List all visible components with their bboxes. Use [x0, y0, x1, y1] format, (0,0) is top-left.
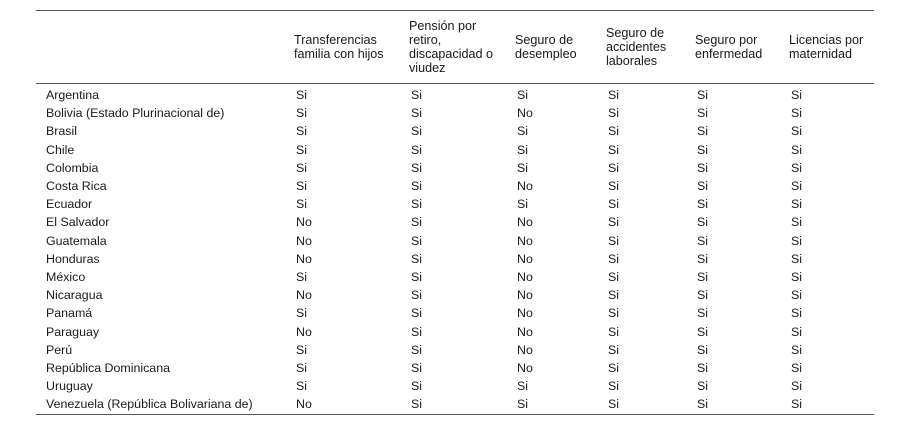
value-cell: No	[517, 361, 533, 376]
value-cell: Si	[791, 160, 803, 175]
value-cell: Si	[608, 324, 620, 339]
value-cell: Si	[411, 160, 423, 175]
value-cell: Si	[791, 233, 803, 248]
table-row	[36, 286, 874, 304]
value-cell: Si	[791, 142, 803, 157]
country-cell: México	[46, 270, 86, 285]
value-cell: Si	[697, 160, 709, 175]
value-cell: Si	[791, 106, 803, 121]
value-cell: Si	[411, 251, 423, 266]
value-cell: Si	[608, 342, 620, 357]
table-row	[36, 359, 874, 377]
value-cell: Si	[296, 361, 308, 376]
value-cell: Si	[697, 270, 709, 285]
table-row	[36, 250, 874, 268]
value-cell: Si	[608, 270, 620, 285]
value-cell: Si	[411, 215, 423, 230]
value-cell: Si	[411, 324, 423, 339]
table-row	[36, 177, 874, 195]
value-cell: Si	[296, 88, 308, 102]
value-cell: Si	[517, 160, 529, 175]
value-cell: Si	[608, 124, 620, 139]
value-cell: Si	[608, 361, 620, 376]
country-cell: Ecuador	[46, 197, 93, 212]
value-cell: Si	[296, 179, 308, 194]
value-cell: No	[517, 342, 533, 357]
table-row	[36, 195, 874, 213]
value-cell: Si	[697, 179, 709, 194]
value-cell: Si	[296, 106, 308, 121]
value-cell: Si	[697, 88, 709, 102]
value-cell: No	[517, 324, 533, 339]
value-cell: No	[296, 288, 312, 303]
value-cell: Si	[697, 324, 709, 339]
value-cell: Si	[697, 361, 709, 376]
value-cell: No	[296, 215, 312, 230]
table-row	[36, 104, 874, 122]
table-row	[36, 232, 874, 250]
header-maternity-leave: Licencias por maternidad	[789, 33, 864, 61]
value-cell: No	[517, 179, 533, 194]
value-cell: No	[517, 306, 533, 321]
country-cell: Uruguay	[46, 379, 93, 394]
country-cell: Costa Rica	[46, 179, 107, 194]
country-cell: El Salvador	[46, 215, 110, 230]
country-cell: Paraguay	[46, 324, 100, 339]
table-row	[36, 341, 874, 359]
value-cell: Si	[791, 379, 803, 394]
value-cell: Si	[697, 342, 709, 357]
value-cell: Si	[411, 142, 423, 157]
value-cell: Si	[517, 197, 529, 212]
value-cell: Si	[608, 88, 620, 102]
value-cell: Si	[517, 142, 529, 157]
value-cell: Si	[296, 379, 308, 394]
value-cell: No	[517, 288, 533, 303]
value-cell: No	[517, 251, 533, 266]
country-cell: Bolivia (Estado Plurinacional de)	[46, 106, 225, 121]
country-cell: República Dominicana	[46, 361, 170, 376]
value-cell: Si	[608, 233, 620, 248]
value-cell: Si	[411, 106, 423, 121]
value-cell: Si	[411, 379, 423, 394]
value-cell: Si	[697, 379, 709, 394]
table-row	[36, 395, 874, 414]
value-cell: Si	[791, 342, 803, 357]
value-cell: Si	[791, 288, 803, 303]
value-cell: Si	[411, 179, 423, 194]
value-cell: Si	[517, 124, 529, 139]
value-cell: Si	[791, 197, 803, 212]
country-cell: Colombia	[46, 160, 99, 175]
value-cell: Si	[608, 106, 620, 121]
country-cell: Argentina	[46, 88, 100, 102]
value-cell: Si	[608, 179, 620, 194]
header-unemployment-insurance: Seguro de desempleo	[515, 33, 577, 61]
table-row	[36, 84, 874, 105]
table-row	[36, 141, 874, 159]
table-row	[36, 159, 874, 177]
value-cell: Si	[791, 88, 803, 102]
value-cell: Si	[697, 142, 709, 157]
social-protection-table-container	[36, 10, 874, 415]
value-cell: Si	[411, 124, 423, 139]
value-cell: Si	[791, 124, 803, 139]
header-work-accident-insurance: Seguro de accidentes laborales	[606, 26, 667, 68]
value-cell: Si	[697, 197, 709, 212]
value-cell: Si	[695, 395, 789, 414]
value-cell: Si	[296, 142, 308, 157]
table-row	[36, 377, 874, 395]
value-cell: Si	[608, 251, 620, 266]
value-cell: Si	[791, 215, 803, 230]
value-cell: Si	[411, 361, 423, 376]
value-cell: Si	[697, 288, 709, 303]
value-cell: Si	[697, 306, 709, 321]
country-cell: Chile	[46, 142, 75, 157]
value-cell: Si	[606, 395, 695, 414]
value-cell: Si	[791, 270, 803, 285]
table-row	[36, 304, 874, 322]
value-cell: Si	[789, 395, 874, 414]
value-cell: Si	[296, 342, 308, 357]
value-cell: Si	[608, 306, 620, 321]
header-pension: Pensión por retiro, discapacidad o viudez	[409, 19, 494, 75]
value-cell: Si	[411, 288, 423, 303]
value-cell: Si	[411, 197, 423, 212]
value-cell: Si	[517, 379, 529, 394]
header-row	[36, 11, 874, 84]
country-cell: Guatemala	[46, 233, 107, 248]
value-cell: Si	[608, 215, 620, 230]
value-cell: Si	[791, 306, 803, 321]
country-cell: Honduras	[46, 251, 100, 266]
value-cell: Si	[697, 106, 709, 121]
table-row	[36, 122, 874, 140]
value-cell: No	[517, 270, 533, 285]
value-cell: No	[517, 233, 533, 248]
value-cell: Si	[791, 324, 803, 339]
value-cell: Si	[697, 124, 709, 139]
country-cell: Brasil	[46, 124, 77, 139]
value-cell: Si	[697, 215, 709, 230]
value-cell: Si	[411, 88, 423, 102]
value-cell: Si	[791, 179, 803, 194]
header-country	[36, 11, 294, 84]
value-cell: No	[296, 324, 312, 339]
value-cell: Si	[697, 233, 709, 248]
value-cell: No	[294, 395, 409, 414]
value-cell: Si	[409, 395, 515, 414]
table-header	[36, 11, 874, 84]
header-family-transfers: Transferencias familia con hijos	[294, 33, 384, 61]
value-cell: Si	[791, 361, 803, 376]
value-cell: Si	[296, 306, 308, 321]
value-cell: Si	[411, 306, 423, 321]
country-cell: Perú	[46, 342, 73, 357]
value-cell: Si	[608, 160, 620, 175]
value-cell: Si	[608, 197, 620, 212]
table-row	[36, 213, 874, 231]
value-cell: Si	[608, 288, 620, 303]
value-cell: Si	[296, 270, 308, 285]
table-body	[36, 84, 874, 415]
country-cell: Nicaragua	[46, 288, 103, 303]
value-cell: Si	[791, 251, 803, 266]
value-cell: No	[296, 251, 312, 266]
header-sickness-insurance: Seguro por enfermedad	[695, 33, 763, 61]
value-cell: Si	[608, 142, 620, 157]
value-cell: Si	[411, 233, 423, 248]
value-cell: Si	[296, 124, 308, 139]
value-cell: Si	[515, 395, 606, 414]
country-cell: Panamá	[46, 306, 93, 321]
table-row	[36, 323, 874, 341]
value-cell: Si	[411, 270, 423, 285]
country-cell: Venezuela (República Bolivariana de)	[36, 395, 294, 414]
value-cell: Si	[608, 379, 620, 394]
value-cell: No	[296, 233, 312, 248]
social-protection-table	[36, 10, 874, 415]
table-row	[36, 268, 874, 286]
value-cell: Si	[296, 160, 308, 175]
value-cell: Si	[296, 197, 308, 212]
value-cell: Si	[697, 251, 709, 266]
value-cell: Si	[411, 342, 423, 357]
value-cell: No	[517, 106, 533, 121]
value-cell: Si	[517, 88, 529, 102]
value-cell: No	[517, 215, 533, 230]
